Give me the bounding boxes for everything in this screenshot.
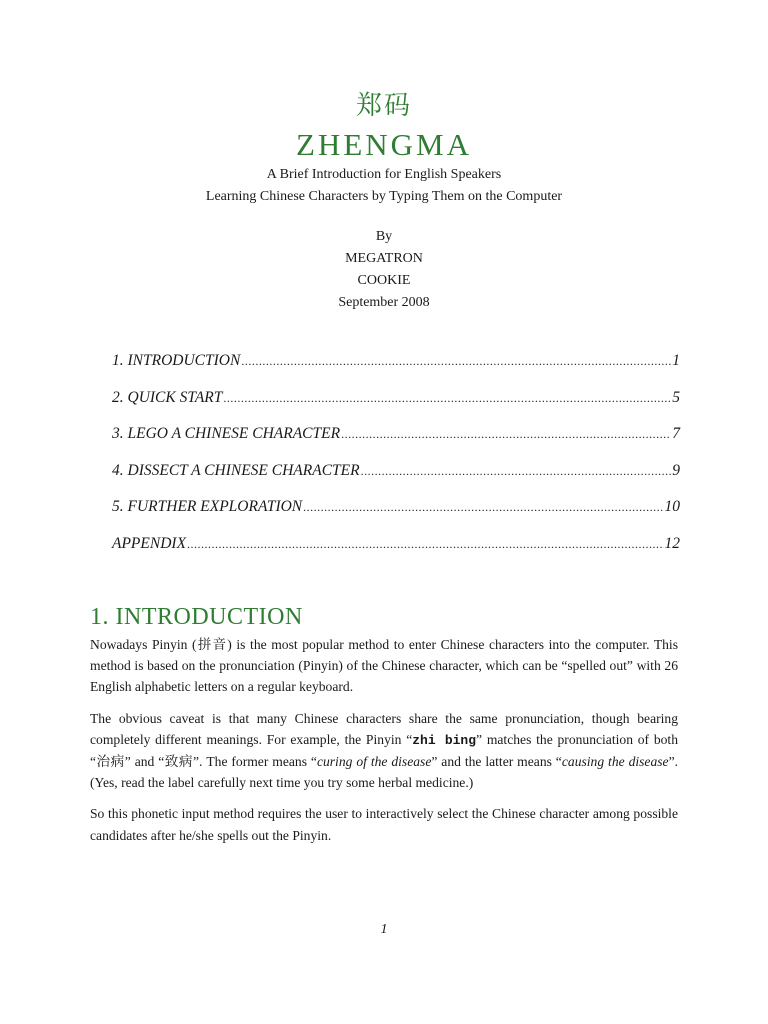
toc-leader-dots	[361, 464, 672, 479]
chinese-term: 治病	[96, 754, 125, 770]
emphasis-text: curing of the disease	[316, 754, 432, 770]
paragraph-1: Nowadays Pinyin (拼音) is the most popular method to enter Chinese characters into the computer. This method is based on the pronunciation (Pinyin) of the Chinese character, which can be “spelled out” with 26 English alphabetic letters on a regular keyboard.	[90, 637, 678, 695]
subtitle-line-1: A Brief Introduction for English Speakers	[266, 167, 502, 182]
toc-entry-page: 12	[664, 534, 680, 552]
toc-leader-dots	[303, 500, 663, 515]
document-title: ZHENGMA	[296, 127, 472, 162]
toc-entry-label: 1. INTRODUCTION	[112, 352, 241, 369]
toc-leader-dots	[187, 537, 663, 552]
chinese-term: 拼音	[196, 637, 228, 652]
pinyin-code: zhi bing	[412, 732, 477, 748]
toc-leader-dots	[223, 391, 671, 406]
toc-entry[interactable]	[112, 535, 680, 572]
by-label: By	[375, 229, 393, 244]
table-of-contents	[112, 352, 680, 572]
toc-entry-label: 5. FURTHER EXPLORATION	[112, 498, 303, 516]
toc-entry-label: APPENDIX	[112, 534, 187, 552]
toc-entry-label: 2. QUICK START	[112, 388, 223, 406]
toc-entry-page: 9	[672, 461, 680, 479]
author-1: MEGATRON	[345, 251, 423, 266]
toc-leader-dots	[241, 354, 671, 369]
toc-leader-dots	[341, 427, 671, 442]
section-body	[90, 634, 678, 856]
emphasis-text: causing the disease	[561, 754, 669, 770]
chinese-title: 郑码	[355, 91, 412, 120]
subtitle-line-2: Learning Chinese Characters by Typing Them on the Computer	[205, 189, 563, 204]
page-number: 1	[380, 922, 388, 937]
toc-entry[interactable]	[112, 498, 680, 535]
paragraph-2: The obvious caveat is that many Chinese characters share the same pronunciation, though bearing completely different meanings. For example, the Pinyin “zhi bing” matches the pronunciation of both “治病” and “致病”. The former means “curing of the disease” and the latter means “causing the disease”. (Yes, read the label carefully next time you try some herbal medicine.)	[90, 710, 679, 791]
toc-entry-page: 5	[672, 388, 680, 406]
section-heading: 1. INTRODUCTION	[90, 604, 303, 630]
toc-entry[interactable]	[112, 389, 680, 426]
toc-entry-page: 1	[672, 352, 680, 369]
title-block	[0, 90, 768, 314]
toc-entry[interactable]	[112, 462, 680, 499]
toc-entry[interactable]	[112, 352, 680, 389]
publication-date: September 2008	[338, 295, 430, 310]
chinese-term: 致病	[164, 754, 193, 770]
paragraph-3: So this phonetic input method requires the user to interactively select the Chinese character among possible candidates after he/she spells out the Pinyin.	[90, 806, 678, 843]
toc-entry-page: 7	[672, 425, 680, 443]
toc-entry[interactable]	[112, 425, 680, 462]
author-2: COOKIE	[357, 273, 411, 288]
toc-entry-label: 4. DISSECT A CHINESE CHARACTER	[112, 461, 360, 479]
toc-entry-page: 10	[664, 498, 680, 516]
toc-entry-label: 3. LEGO A CHINESE CHARACTER	[112, 425, 341, 443]
